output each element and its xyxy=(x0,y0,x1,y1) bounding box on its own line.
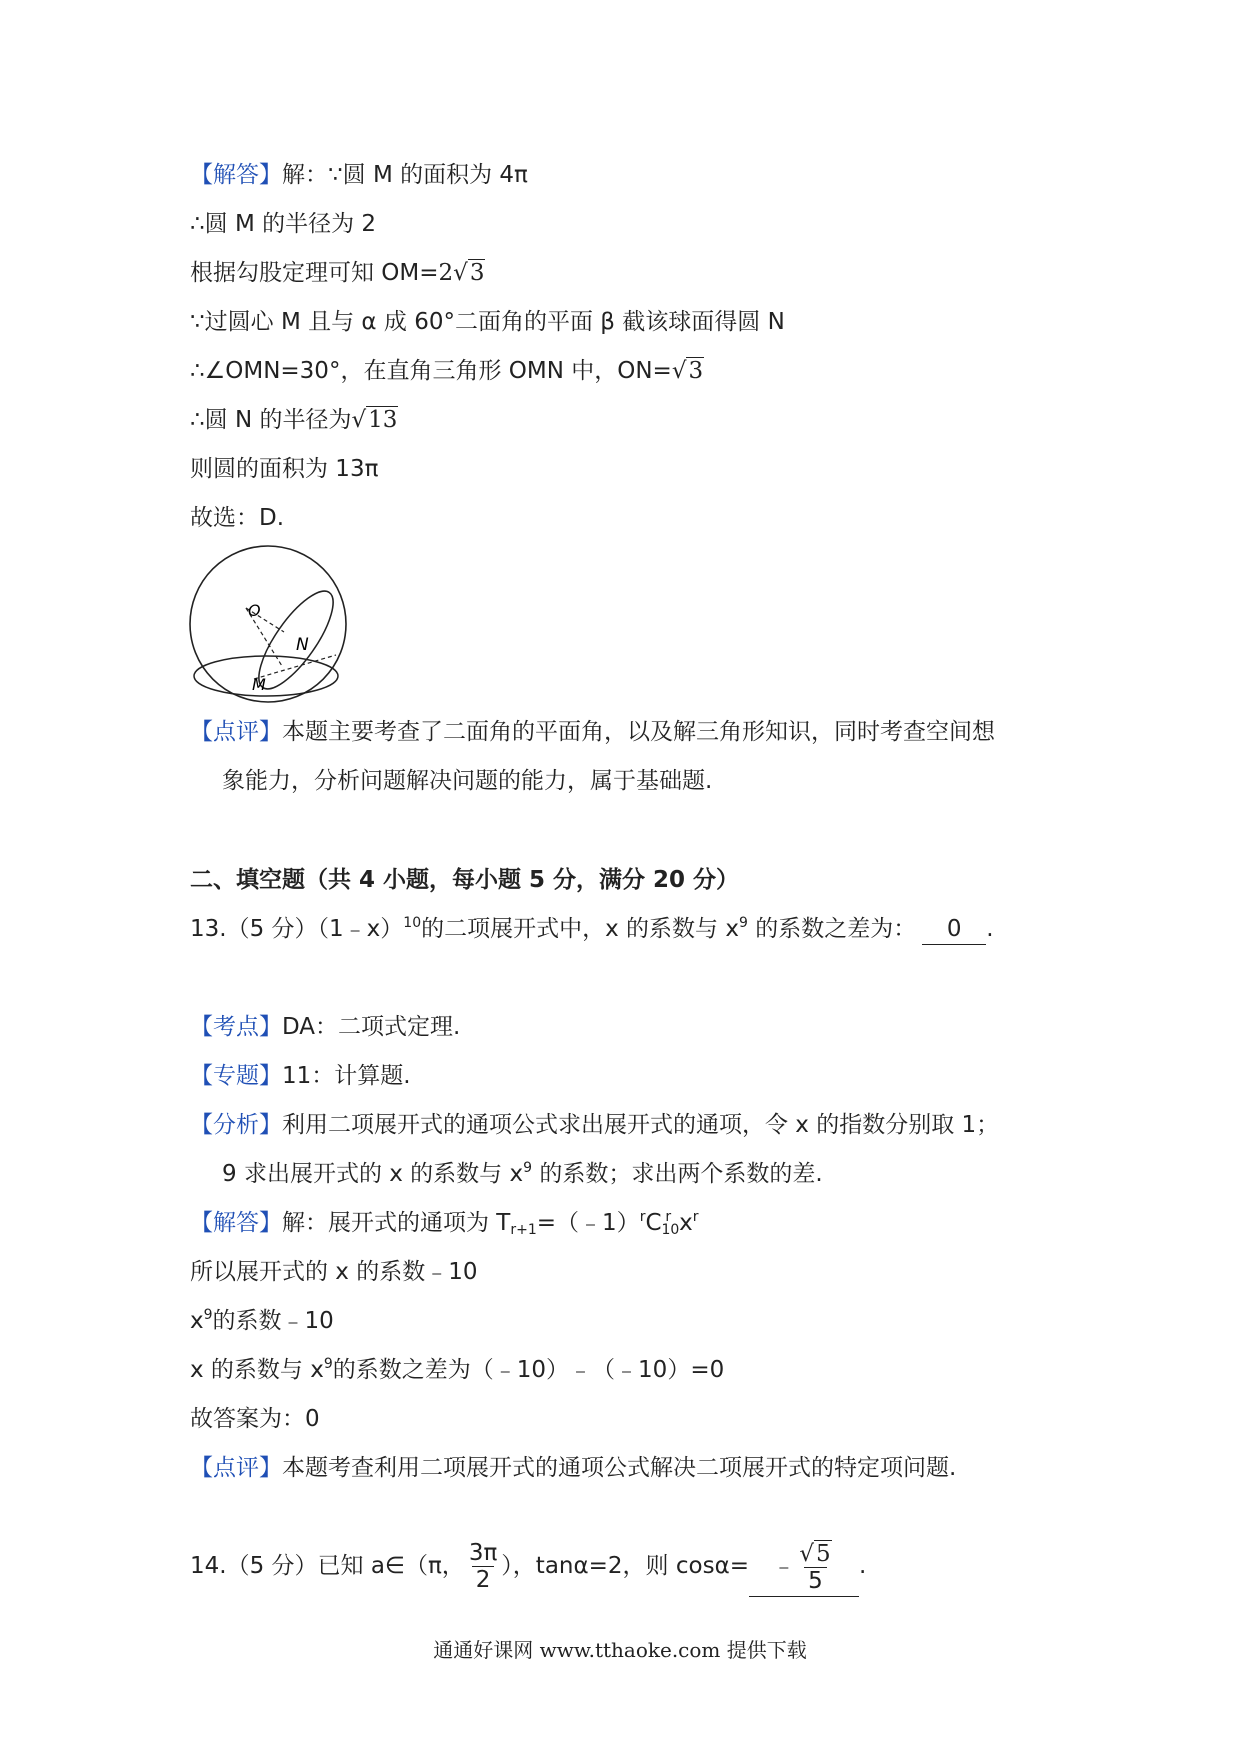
q12-line-5 xyxy=(190,356,704,386)
q13-l4-exp: 9 xyxy=(323,1356,333,1372)
q13-kaodian xyxy=(190,1012,460,1042)
jieda-text-pre: 解：展开式的通项为 T xyxy=(282,1210,511,1236)
jieda-tag: 【解答】 xyxy=(190,1210,282,1236)
answer-radicand: 5 xyxy=(816,1540,831,1567)
q13-comment xyxy=(190,1453,956,1483)
q13-stem-end: . xyxy=(986,916,994,942)
frac-denominator: 2 xyxy=(472,1566,495,1593)
fenxi-text-2-pre: 9 求出展开式的 x 的系数与 x xyxy=(222,1161,524,1187)
q12-line-7: 则圆的面积为 13π xyxy=(190,456,379,482)
q13-stem-mid: 的二项展开式中，x 的系数与 x xyxy=(421,916,739,942)
answer-numerator xyxy=(795,1540,835,1567)
q13-jieda-2: 所以展开式的 x 的系数﹣10 xyxy=(190,1259,478,1285)
sqrt-symbol: √ xyxy=(453,260,468,286)
sqrt-symbol: √ xyxy=(799,1540,814,1567)
q12-line-6 xyxy=(190,405,398,435)
q12-line-3 xyxy=(190,258,485,288)
q12-line-8: 故选：D. xyxy=(190,505,285,531)
q13-fenxi-2 xyxy=(222,1159,823,1189)
q13-l3-post: 的系数﹣10 xyxy=(212,1308,334,1334)
label-n: N xyxy=(296,635,309,655)
circle-m-ellipse xyxy=(194,656,338,696)
kaodian-text: DA：二项式定理. xyxy=(282,1014,461,1040)
q13-l3-pre: x xyxy=(190,1308,204,1334)
t-subscript: r+1 xyxy=(510,1222,537,1238)
zhuanti-text: 11：计算题. xyxy=(282,1063,411,1089)
radius-radicand: 13 xyxy=(368,407,398,433)
x-superscript: r xyxy=(692,1209,699,1225)
q14-fraction xyxy=(465,1540,501,1593)
q12-text-6: ∴圆 N 的半径为 xyxy=(190,407,352,433)
q13-stem-post: 的系数之差为： xyxy=(747,916,917,942)
sphere-outline xyxy=(190,546,346,702)
sphere-figure xyxy=(186,540,356,710)
answer-denominator: 5 xyxy=(804,1567,827,1594)
q13-l4-pre: x 的系数与 x xyxy=(190,1357,324,1383)
answer-fraction xyxy=(795,1540,835,1594)
label-m: M xyxy=(252,675,266,694)
q14-stem-pre: 14.（5 分）已知 a∈（π， xyxy=(190,1553,465,1579)
q13-fenxi-1 xyxy=(190,1110,999,1140)
jieda-text-mid: =（﹣1） xyxy=(536,1210,640,1236)
q12-comment-line-1 xyxy=(190,717,995,747)
q13-l3-exp: 9 xyxy=(203,1307,213,1323)
q13-l4-post: 的系数之差为（﹣10）﹣（﹣10）=0 xyxy=(332,1357,725,1383)
fenxi-exp: 9 xyxy=(523,1160,533,1176)
page-footer: 通通好课网 www.tthaoke.com 提供下载 xyxy=(433,1638,807,1662)
q13-zhuanti xyxy=(190,1061,411,1091)
q12-line-1 xyxy=(190,160,528,190)
q12-comment-text-1: 本题主要考查了二面角的平面角，以及解三角形知识，同时考查空间想 xyxy=(282,719,995,745)
sqrt-symbol: √ xyxy=(351,407,367,433)
q13-jieda-5: 故答案为：0 xyxy=(190,1406,320,1432)
q14-stem-end: . xyxy=(859,1553,867,1579)
x-symbol: x xyxy=(679,1210,693,1236)
q13-answer-blank: 0 xyxy=(922,914,986,945)
om-radicand: 3 xyxy=(469,260,485,286)
q14-answer-blank xyxy=(749,1536,859,1597)
q13-comment-text: 本题考查利用二项展开式的通项公式解决二项展开式的特定项问题. xyxy=(282,1455,957,1481)
kaodian-tag: 【考点】 xyxy=(190,1014,282,1040)
sqrt-symbol: √ xyxy=(671,358,687,384)
answer-sign: ﹣ xyxy=(772,1553,796,1579)
neg-one-exp: r xyxy=(639,1209,646,1225)
on-radicand: 3 xyxy=(688,358,704,384)
q12-text-3: 根据勾股定理可知 OM= xyxy=(190,260,439,286)
fenxi-text-1: 利用二项展开式的通项公式求出展开式的通项，令 x 的指数分别取 1； xyxy=(282,1112,1000,1138)
c-symbol: C xyxy=(645,1210,662,1236)
q13-stem-exp: 10 xyxy=(403,915,422,931)
fenxi-text-2-post: 的系数；求出两个系数的差. xyxy=(532,1161,823,1187)
frac-numerator: 3π xyxy=(468,1540,498,1566)
q12-line-4: ∵过圆心 M 且与 α 成 60°二面角的平面 β 截该球面得圆 N xyxy=(190,309,785,335)
section-2-title: 二、填空题（共 4 小题，每小题 5 分，满分 20 分） xyxy=(190,867,740,893)
q12-text-5: ∴∠OMN=30°，在直角三角形 OMN 中，ON= xyxy=(190,358,672,384)
om-coefficient: 2 xyxy=(438,260,454,286)
q12-text-1: 解：∵圆 M 的面积为 4π xyxy=(282,162,528,188)
label-o: O xyxy=(248,601,261,620)
c-subscript: 10 xyxy=(661,1222,680,1238)
answer-tag: 【解答】 xyxy=(190,162,282,188)
comment-tag: 【点评】 xyxy=(190,1455,282,1481)
comment-tag: 【点评】 xyxy=(190,719,282,745)
zhuanti-tag: 【专题】 xyxy=(190,1063,282,1089)
c-superscript: r xyxy=(665,1209,672,1225)
q13-stem-pre: 13.（5 分）（1﹣x） xyxy=(190,916,404,942)
q13-stem xyxy=(190,914,994,945)
q14-stem xyxy=(190,1536,866,1597)
q14-stem-mid: ），tanα=2，则 cosα= xyxy=(501,1553,749,1579)
q12-comment-line-2: 象能力，分析问题解决问题的能力，属于基础题. xyxy=(222,768,713,794)
inner-dashed-line xyxy=(254,655,336,679)
q13-stem-exp2: 9 xyxy=(738,915,748,931)
q13-jieda-1 xyxy=(190,1208,699,1238)
q12-line-2: ∴圆 M 的半径为 2 xyxy=(190,211,377,237)
fenxi-tag: 【分析】 xyxy=(190,1112,282,1138)
q13-jieda-3 xyxy=(190,1306,334,1336)
q13-jieda-4 xyxy=(190,1355,724,1385)
